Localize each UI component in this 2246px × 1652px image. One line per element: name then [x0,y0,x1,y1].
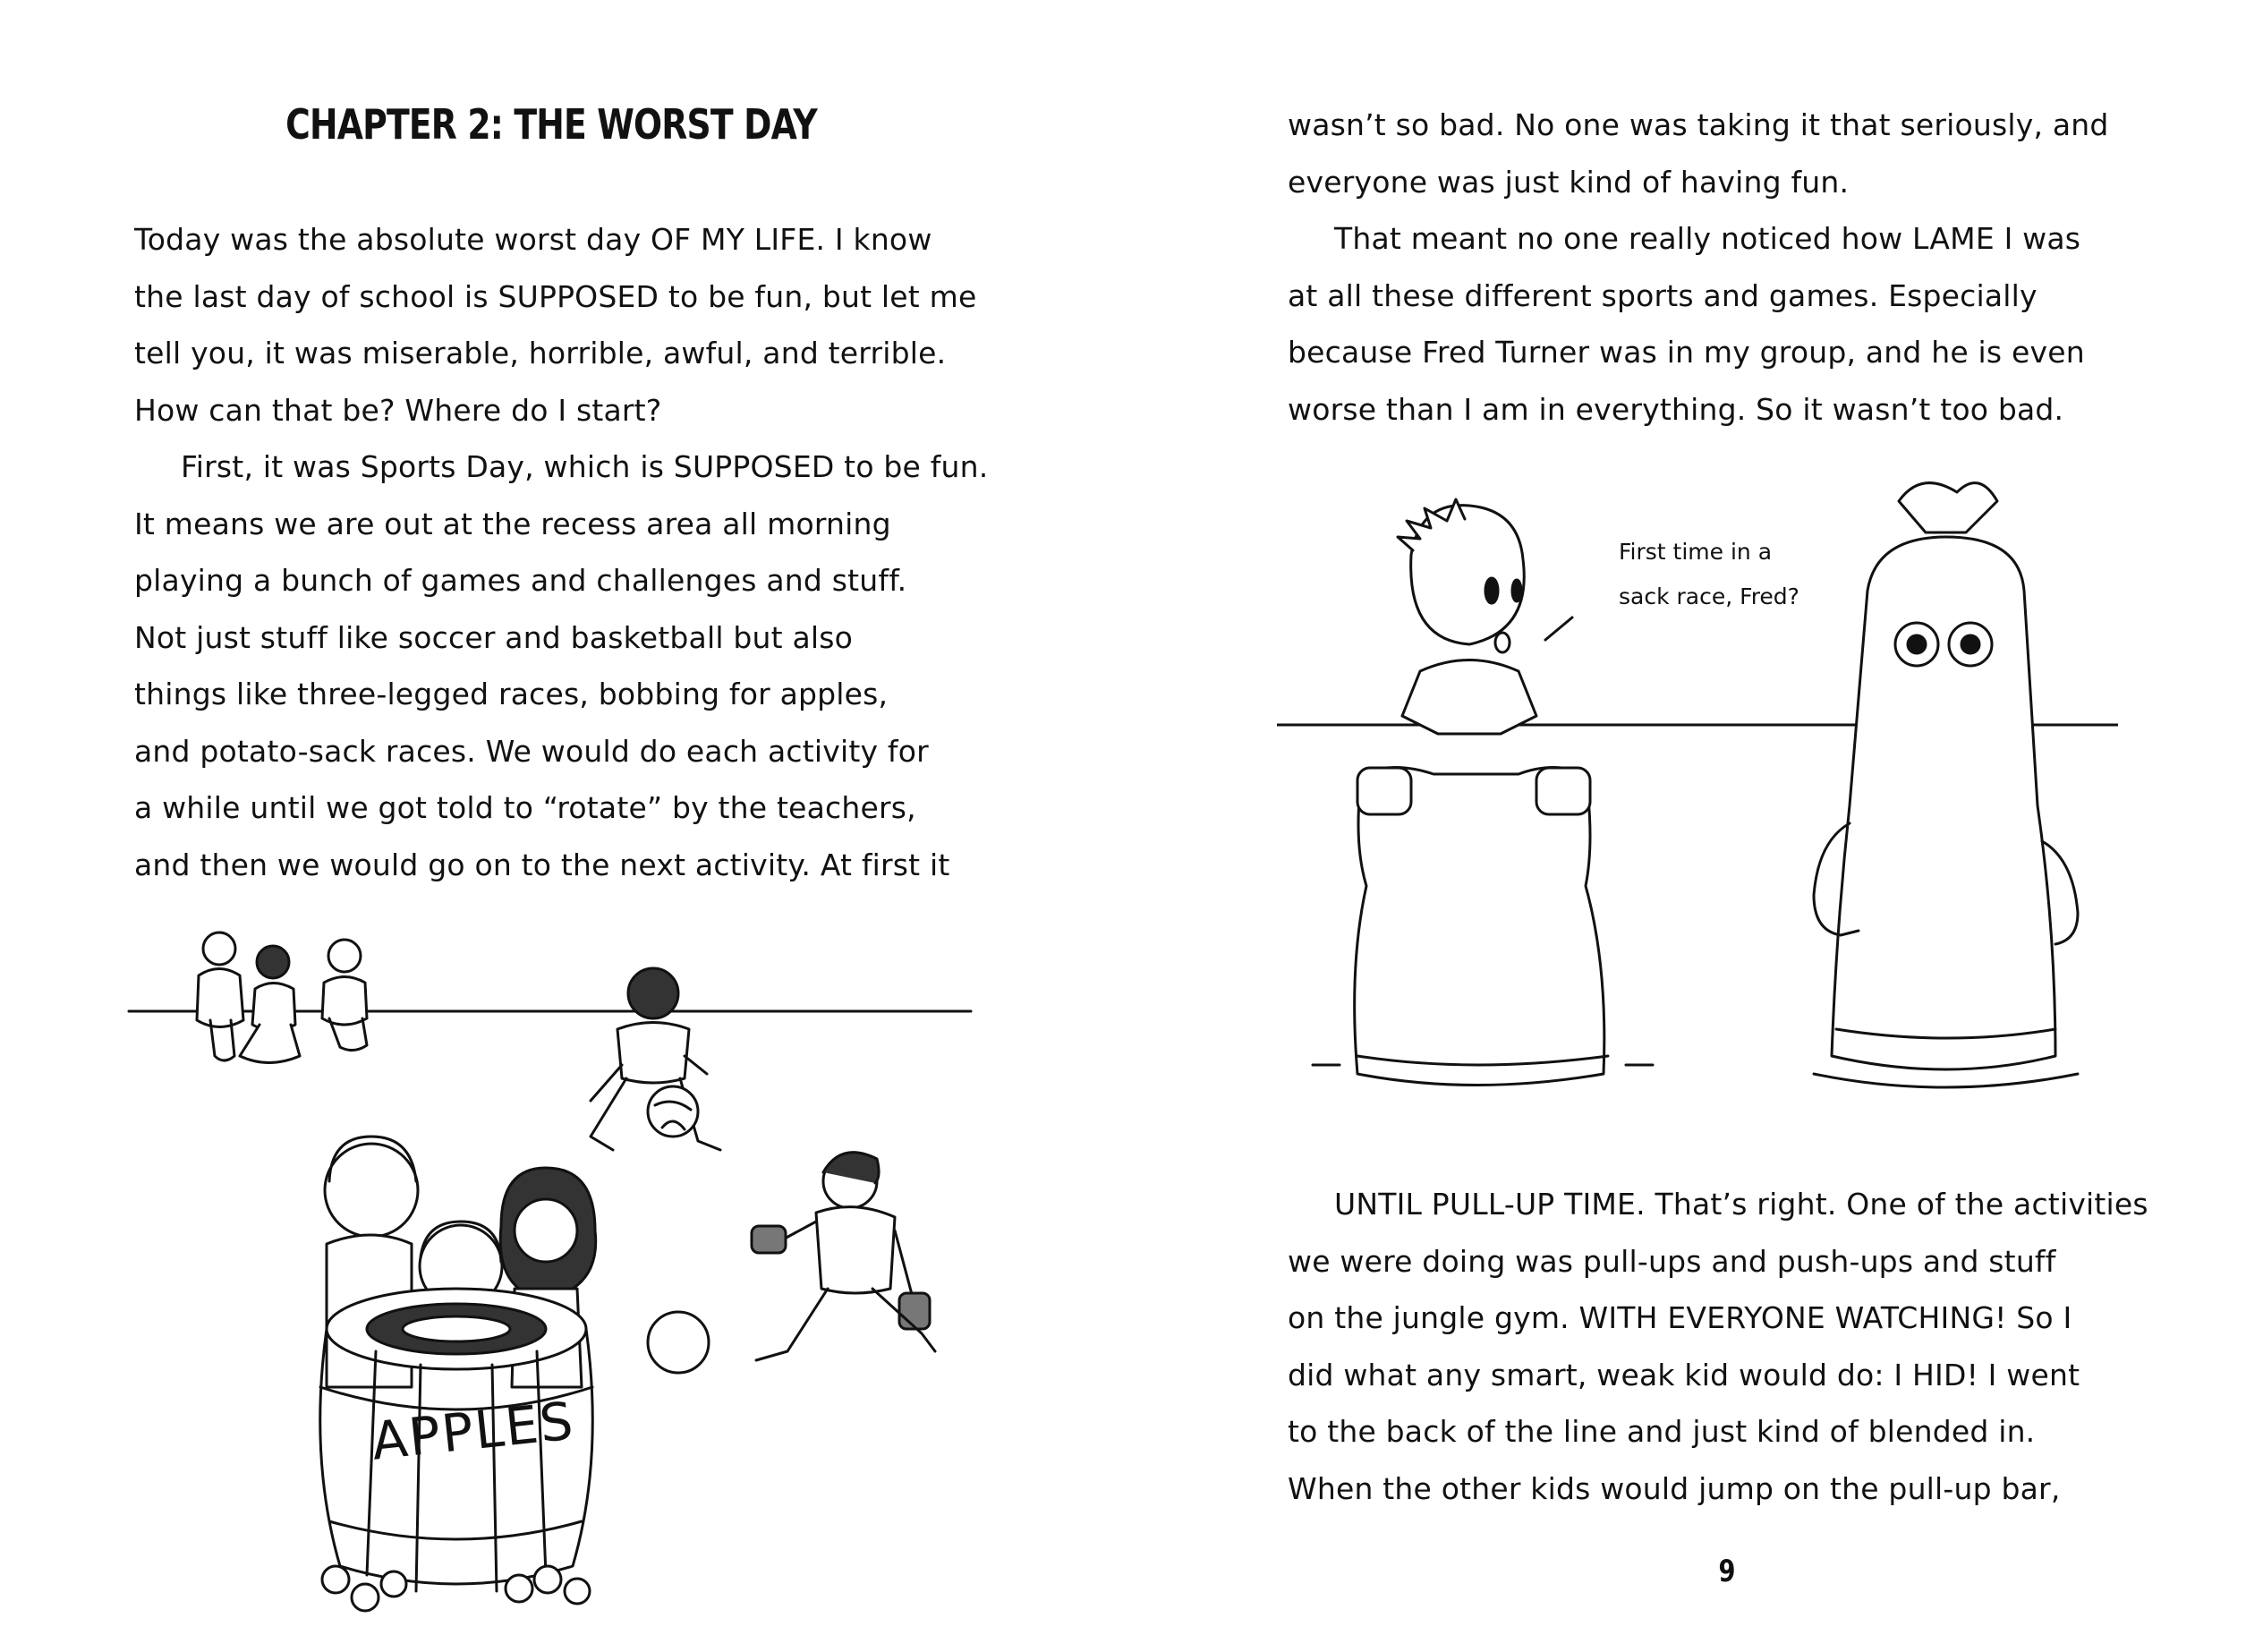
text-line: we were doing was pull-ups and push-ups and stuff [1288,1243,2056,1279]
page-number: 9 [1718,1554,1736,1589]
text-line: everyone was just kind of having fun. [1288,164,1850,200]
text-line: because Fred Turner was in my group, and he is even [1288,335,2085,370]
right-page-body-bottom [1288,1176,2182,1517]
text-line: It means we are out at the recess area all morning [134,506,891,541]
text-line: worse than I am in everything. So it wasn’t too bad. [1288,391,2064,427]
text-line: When the other kids would jump on the pull-up bar, [1288,1470,2061,1506]
text-line: Today was the absolute worst day OF MY LIFE. I know [134,222,932,257]
text-line: the last day of school is SUPPOSED to be fun, but let me [134,278,977,314]
sports-day-drawing [125,922,984,1629]
running-kid [648,1153,935,1373]
sack-racer-3 [322,940,367,1051]
sack-racer-1 [197,932,243,1060]
sack-racer-2 [240,946,300,1063]
text-line: That meant no one really noticed how LAME I was [1334,221,2081,256]
text-line: a while until we got told to “rotate” by the teachers, [134,790,916,825]
text-line: and then we would go on to the next activity. At first it [134,847,950,882]
speech-bubble-line-2: sack race, Fred? [1619,583,1799,609]
chapter-title: CHAPTER 2: THE WORST DAY [285,100,817,149]
text-line: tell you, it was miserable, horrible, awful, and terrible. [134,336,947,370]
text-line: on the jungle gym. WITH EVERYONE WATCHING! So I [1288,1300,2072,1335]
text-line: at all these different sports and games. Especially [1288,277,2038,313]
text-line: and potato-sack races. We would do each activity for [134,733,929,769]
text-line: First, it was Sports Day, which is SUPPOSED to be fun. [181,449,989,484]
left-page-body [134,211,993,893]
text-line: did what any smart, weak kid would do: I HID! I went [1288,1357,2080,1392]
text-line: wasn’t so bad. No one was taking it that seriously, and [1288,107,2109,142]
boy-in-sack [1313,499,1653,1086]
text-line: How can that be? Where do I start? [134,392,662,428]
text-line: playing a bunch of games and challenges and stuff. [134,563,907,598]
text-line: things like three-legged races, bobbing for apples, [134,677,889,711]
text-line: to the back of the line and just kind of blended in. [1288,1414,2036,1449]
fred-in-sack [1814,483,2078,1087]
sports-day-illustration [125,922,984,1629]
speech-bubble-line-1: First time in a [1619,539,1773,565]
right-page [1123,0,2246,1652]
text-line: UNTIL PULL-UP TIME. That’s right. One of the activities [1334,1187,2148,1222]
right-page-body-top [1288,97,2182,438]
soccer-kid-1 [591,968,720,1150]
barrel-label: APPLES [369,1390,578,1472]
text-line: Not just stuff like soccer and basketball but also [134,619,854,655]
sack-race-illustration [1277,465,2118,1145]
